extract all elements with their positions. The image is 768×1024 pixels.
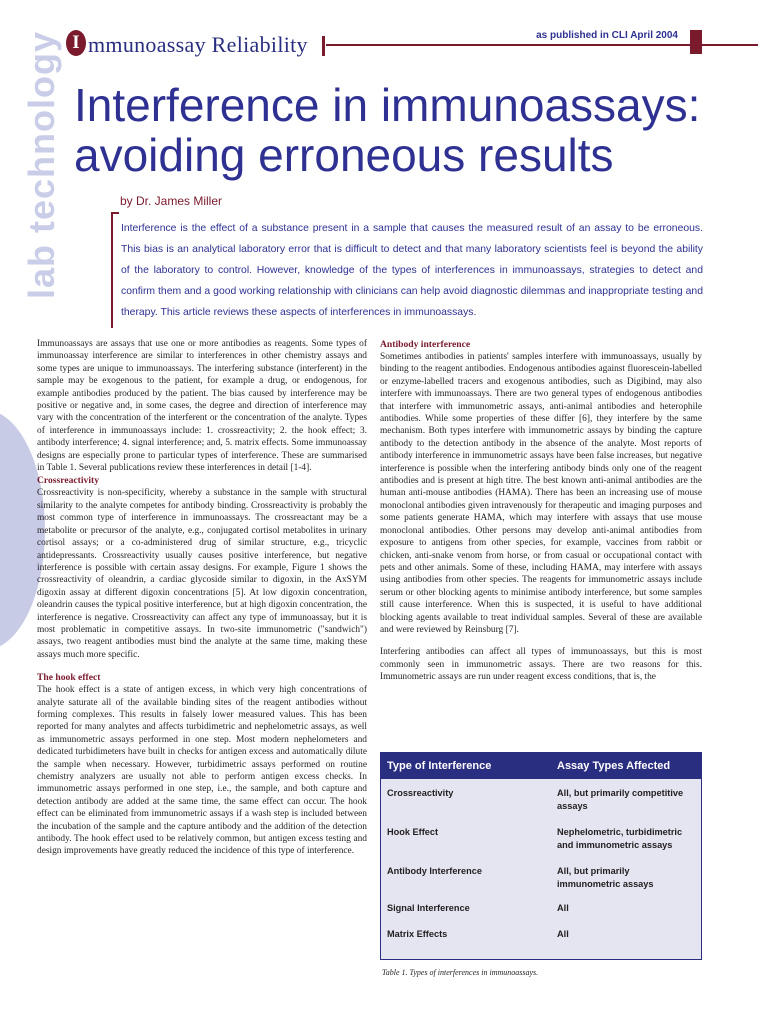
abstract-tick (111, 212, 119, 214)
left-column (37, 338, 367, 858)
table-header-type: Type of Interference (381, 753, 551, 779)
series-initial-badge: I (66, 30, 86, 56)
table-cell: Signal Interference (387, 903, 470, 913)
publication-note: as published in CLI April 2004 (528, 30, 682, 41)
table-cell: Antibody Interference (387, 866, 482, 876)
table-row (381, 920, 701, 946)
series-header (66, 30, 702, 60)
interference-table (380, 752, 702, 960)
hook-effect-heading: The hook effect (37, 672, 101, 684)
antibody-paragraph: Sometimes antibodies in patients' samples interfere with immunoassays, usually by binding to the reagent antibodies. Endogenous antibodies against fluorescein-labelled or enzyme-labelled tracers and exogenous antibodies, such as Digibind, may also interfere with immunoassays. There are two general types of endogenous antibodies that interfere with immunometric assays, anti-animal antibodies and heterophile antibodies. While some properties of these differ [6], they interfere by the same mechanism. Both types interfere with immunometric assays by binding the capture antibody to the detection antibody in the absence of the analyte. Most reports of antibody interference in immunometric assays have been false increases, but negative interference is possible when the interfering antibody binds only one of the reagent antibodies and is present at high titre. The best known anti-animal antibodies are the human anti-mouse antibodies (HAMA). There has been an increasing use of mouse monoclonal antibodies given intravenously for therapeutic and imaging purposes and some patients generate HAMA, which may interfere with assays that use mouse monoclonal antibodies. Other persons may develop anti-animal antibodies from exposure to antigens from other species, for example, vaccines from rabbit or chicken, anti-snake venom from horse, or from casual or occupational contact with pets and other animals. Some of these, including HAMA, may interfere with assays using antibodies from other species. The reagents for immunometric assays include serum or other blocking agents to minimise antibody interference, but some samples still cause interference. When this is suspected, it is useful to have additional blocking agents available to treat individual samples. Several of these are available and were reviewed by Reinsburg [7]. (380, 352, 702, 635)
table-cell: All (557, 929, 569, 939)
right-column (380, 338, 702, 684)
article-title: Interference in immunoassays: avoiding erroneous results (74, 79, 701, 181)
abstract-text: Interference is the effect of a substance present in a sample that causes the measured result of an assay to be erroneous. This bias is an analytical laboratory error that is difficult to detect and that many laboratory scientists feel is beyond the ability of the laboratory to control. However, knowledge of the types of interferences in immunoassays, strategies to detect and confirm them and a good working relationship with clinicians can help avoid diagnostic dilemmas and inappropriate testing and therapy. This article reviews these aspects of interferences in immunoassays. (121, 223, 703, 318)
author-byline: by Dr. James Miller (120, 194, 223, 208)
abstract-bar (111, 212, 113, 328)
table-cell: Matrix Effects (387, 929, 448, 939)
table-cell: Hook Effect (387, 827, 439, 837)
table-cell: All, but primarily immunometric assays (557, 866, 654, 889)
table-row (381, 857, 701, 894)
table-cell: Nephelometric, turbidimetric and immunometric assays (557, 827, 683, 850)
table-row (381, 779, 701, 818)
hook-effect-paragraph: The hook effect is a state of antigen excess, in which very high concentrations of analyte saturate all of the available binding sites of the reagent antibodies without forming complexes. This results in falsely lower measured values. This has been reported for many analytes and affects turbidimetric and nephelometric assays, as well as immunometric assays performed in one step. Most modern nephelometers and dedicated turbidimeters have built in checks for antigen excess and automatically dilute the sample when necessary. However, turbidimetric assays performed on routine chemistry analyzers are usually not able to perform antigen excess checks. In immunometric assays performed in one step, i.e., the sample, and both capture and detection antibody are added at the same time, the same effect can occur. The hook effect can be eliminated from immunometric assays if a wash step is included between the incubation of the sample and the capture antibody and the addition of the detection antibody. The hook effect used to be relatively common, but antigen excess testing and design improvements have greatly reduced the incidence of this type of interference. (37, 685, 367, 857)
crossreactivity-paragraph: Crossreactivity is non-specificity, whereby a substance in the sample with structural similarity to the analyte competes for antibody binding. Crossreactivity is probably the most common type of interference in immunoassays. The crossreactant may be a metabolite or precursor of the analyte, e.g., conjugated cortisol metabolites in urinary cortisol assays; or a co-administered drug of similar structure, e.g., tricyclic antidepressants. Crossreactivity usually causes positive interference, but negative interference is possible with certain assay designs. For example, Figure 1 shows the crossreactivity of oleandrin, a cardiac glycoside similar to digoxin, in the AxSYM digoxin assay at different digoxin concentrations [5]. At low digoxin concentration, oleandrin causes the typical positive interference, but at high digoxin concentration, the interference is negative. Crossreactivity can affect any type of immunoassay, but it is most problematic in competitive assays. In two-site immunometric ("sandwich") assays, two reagent antibodies must bind the analyte at the same time, making these assays much more specific. (37, 488, 367, 660)
table-header-row (381, 753, 701, 779)
table-row (381, 818, 701, 857)
table-cell: All (557, 903, 569, 913)
header-rule-cap (322, 36, 325, 56)
antibody-paragraph-2: Interfering antibodies can affect all types of immunoassays, but this is most commonly seen in immunometric assays. There are two reasons for this. Immunometric assays are run under reagent excess conditions, that is, the (380, 647, 702, 683)
intro-paragraph: Immunoassays are assays that use one or more antibodies as reagents. Some types of immunoassay interference are similar to interferences in other chemistry assays and some types are unique to immunoassays. The interfering substance (interferent) in the sample may be exogenous to the patient, for example a drug, or endogenous, for example antibodies produced by the patient. The bias caused by interference may be positive or negative and, in some cases, the degree and direction of interference may vary with the concentration of the interferent or the concentration of the analyte. Types of interference in immunoassays include: 1. crossreactivity; 2. the hook effect; 3. antibody interference; 4. signal interference; and, 5. matrix effects. Some immunoassay designs are especially prone to particular types of interference. These are summarised in Table 1. Several publications review these interferences in detail [1-4]. (37, 339, 367, 474)
section-side-label: lab technology (21, 30, 62, 300)
table-cell: All, but primarily competitive assays (557, 788, 684, 811)
table-caption: Table 1. Types of interferences in immunoassays. (382, 968, 539, 977)
table-header-assays: Assay Types Affected (551, 753, 701, 779)
series-title: mmunoassay Reliability (88, 32, 308, 57)
table-cell: Crossreactivity (387, 788, 454, 798)
table-row (381, 894, 701, 920)
antibody-heading: Antibody interference (380, 339, 471, 350)
header-end-block (690, 30, 702, 54)
crossreactivity-heading: Crossreactivity (37, 475, 99, 487)
